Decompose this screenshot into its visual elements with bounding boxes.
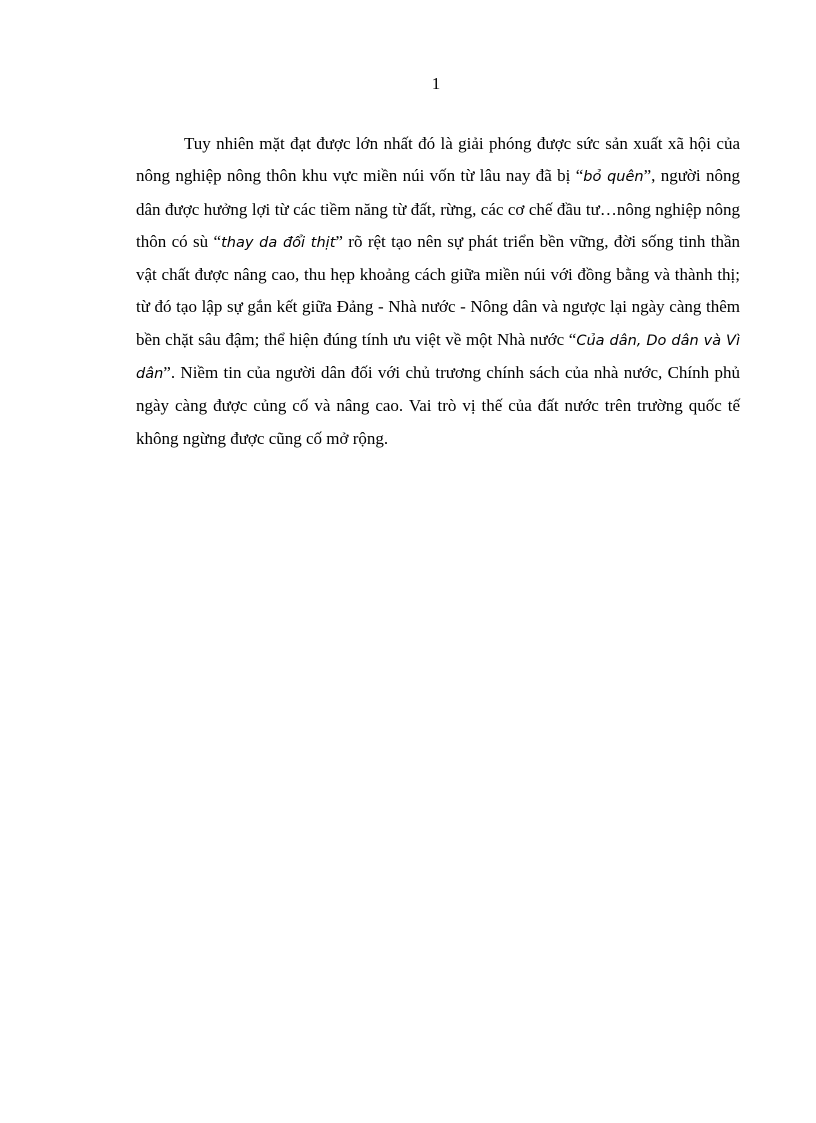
text-run: Tuy nhiên mặt đạt được lớn nhất đó là giải phóng được sức sản xuất xã hội của nông nghiệp nông thôn khu vực miền núi vốn từ lâu nay đã bị “ (136, 134, 740, 186)
body-paragraph (136, 128, 740, 455)
text-run: ”, người nông dân được hưởng lợi từ các tiềm năng từ đất, rừng, các cơ chế đầu tư…nông nghiệp nông thôn có sù “ (136, 166, 740, 251)
italic-run: bỏ quên (583, 169, 644, 186)
text-run: ” rõ rệt tạo nên sự phát triển bền vững, đời sống tinh thần vật chất được nâng cao, thu hẹp khoảng cách giữa miền núi với đồng bằng và thành thị; từ đó tạo lập sự gắn kết giữa Đảng - Nhà nước - Nông dân và ngược lại ngày càng thêm bền chặt sâu đậm; thể hiện đúng tính ưu việt về một Nhà nước “ (136, 231, 740, 349)
text-run: ”. Niềm tin của người dân đối với chủ trương chính sách của nhà nước, Chính phủ ngày càng được củng cố và nâng cao. Vai trò vị thế của đất nước trên trường quốc tế không ngừng được cũng cố mở rộng. (136, 363, 740, 448)
italic-run: thay da đổi thịt (221, 234, 336, 251)
italic-run: Của dân, Do dân và Vì dân (136, 332, 741, 383)
page-number: 1 (431, 74, 441, 93)
